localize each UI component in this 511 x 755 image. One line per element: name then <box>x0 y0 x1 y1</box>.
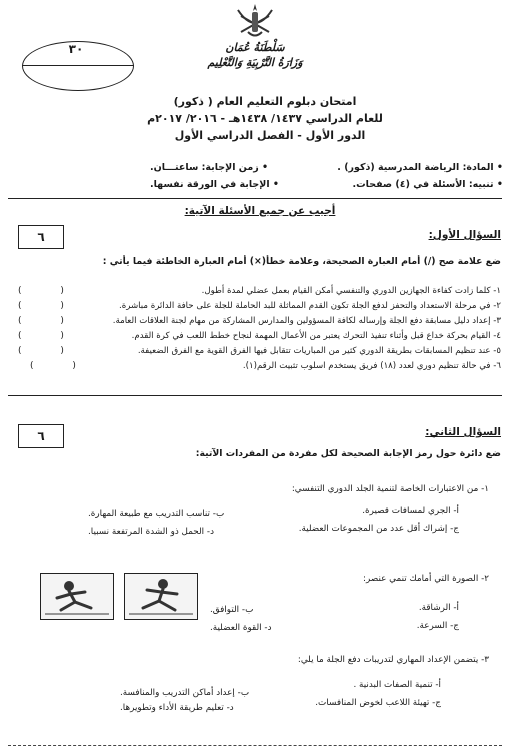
q2-sub1-option-b[interactable]: ب- تناسب التدريب مع طبيعة المهارة. <box>88 509 225 519</box>
q1-item-4: ٤- القيام بحركة خداع قبل وأثناء تنفيذ التحرك يعتبر من الأعمال المهمة لنجاح خطط اللعب في كرة القدم. <box>131 331 501 341</box>
section-rule <box>8 395 502 396</box>
subject-line: • المادة: الرياضة المدرسية (ذكور) . <box>337 162 503 173</box>
q2-sub2-option-d[interactable]: د- القوة العضلية. <box>210 623 272 633</box>
q1-item-5: ٥- عند تنظيم المسابقات بطريقة الدوري كثير من المباريات تتقابل فيها الفرق القوية مع الفرق الضعيفة. <box>137 346 501 356</box>
q2-sub3-stem: ٣- يتضمن الإعداد المهاري لتدريبات دفع الجلة ما يلي: <box>297 655 489 665</box>
q1-item-3: ٣- إعداد دليل مسابقة دفع الجلة وإرساله لكافة المسؤولين والمدارس المشاركة من مهام لجنة العلاقات العامة. <box>112 316 501 326</box>
q2-sub3-option-b[interactable]: ب- إعداد أماكن التدريب والمنافسة. <box>120 688 250 698</box>
time-line: • زمن الإجابة: ساعتـــان. <box>150 162 269 173</box>
q2-sub1-option-c[interactable]: ج- إشراك أقل عدد من المجموعات العضلية. <box>298 524 459 534</box>
answer-note: • الإجابة في الورقة نفسها. <box>150 179 279 190</box>
ministry-line-1: سَلْطَنَةُ عُمَان <box>225 41 285 54</box>
q2-sub3-option-a[interactable]: أ- تنمية الصفات البدنية . <box>353 680 441 690</box>
q1-instruction: ضع علامة صح (/) أمام العبارة الصحيحة، وعلامة خطأ(×) أمام العبارة الخاطئة فيما يأتي : <box>102 256 501 267</box>
q2-sub1-stem: ١- من الاعتبارات الخاصة لتنمية الجلد الدوري التنفسي: <box>291 484 489 494</box>
q1-answer-2[interactable]: ( ) <box>18 301 82 311</box>
q2-mark-box: ٦ <box>18 424 64 448</box>
bottom-rule <box>8 745 502 746</box>
q2-sub2-option-b[interactable]: ب- التوافق. <box>210 605 254 615</box>
q1-answer-6[interactable]: ( ) <box>30 361 94 371</box>
exam-title: امتحان دبلوم التعليم العام ( ذكور) <box>173 95 357 108</box>
score-divider <box>22 65 134 66</box>
q1-mark-box: ٦ <box>18 225 64 249</box>
q2-sub1-option-d[interactable]: د- الحمل ذو الشدة المرتفعة نسبيا. <box>88 527 214 537</box>
q2-sub2-stem: ٢- الصورة التي أمامك تنمي عنصر: <box>363 574 489 584</box>
q2-sub3-option-d[interactable]: د- تعليم طريقة الأداء وتطويرها. <box>120 703 234 713</box>
pages-note: • تنبيه: الأسئلة في (٤) صفحات. <box>352 179 503 190</box>
q1-answer-3[interactable]: ( ) <box>18 316 82 326</box>
q2-title: السؤال الثاني: <box>425 426 501 438</box>
instructions-banner: أجيب عن جميع الأسئلة الآتية: <box>184 205 336 217</box>
q1-title: السؤال الأول: <box>428 229 501 241</box>
score-total: ٣٠ <box>68 42 84 56</box>
q2-sub2-option-c[interactable]: ج- السرعة. <box>416 621 459 631</box>
exercise-figure-1 <box>40 573 114 620</box>
ministry-line-2: وَزَارَةُ التَّرْبِيَةِ وَالتَّعْلِيم <box>207 56 303 69</box>
q1-answer-4[interactable]: ( ) <box>18 331 82 341</box>
q1-item-2: ٢- في مرحلة الاستعداد والتحفز لدفع الجلة تكون القدم المماثلة للبد الحاملة للجلة على حافة الدائرة مباشرة. <box>118 301 501 311</box>
q1-item-6: ٦- في حالة تنظيم دوري لعدد (١٨) فريق يستخدم اسلوب تثبيت الرقم(١). <box>242 361 501 371</box>
header-rule <box>8 198 502 199</box>
exercise-figure-2 <box>124 573 198 620</box>
q1-answer-1[interactable]: ( ) <box>18 286 82 296</box>
oman-emblem-icon <box>226 2 284 40</box>
q2-sub1-option-a[interactable]: أ- الجري لمسافات قصيرة. <box>362 506 459 516</box>
q1-answer-5[interactable]: ( ) <box>18 346 82 356</box>
ministry-name <box>120 40 390 70</box>
q2-sub2-option-a[interactable]: أ- الرشاقة. <box>418 603 459 613</box>
academic-year: للعام الدراسي ١٤٣٧/ ١٤٣٨هـ - ٢٠١٦/ ٢٠١٧م <box>147 112 383 125</box>
exam-round: الدور الأول - الفصل الدراسي الأول <box>174 129 366 142</box>
q1-item-1: ١- كلما زادت كفاءة الجهازين الدوري والتنفسي أمكن القيام بعمل عضلي لمدة أطول. <box>201 286 501 296</box>
q2-sub3-option-c[interactable]: ج- تهيئة اللاعب لخوض المنافسات. <box>315 698 441 708</box>
q2-instruction: ضع دائرة حول رمز الإجابة الصحيحة لكل مفردة من المفردات الآتية: <box>195 448 501 459</box>
